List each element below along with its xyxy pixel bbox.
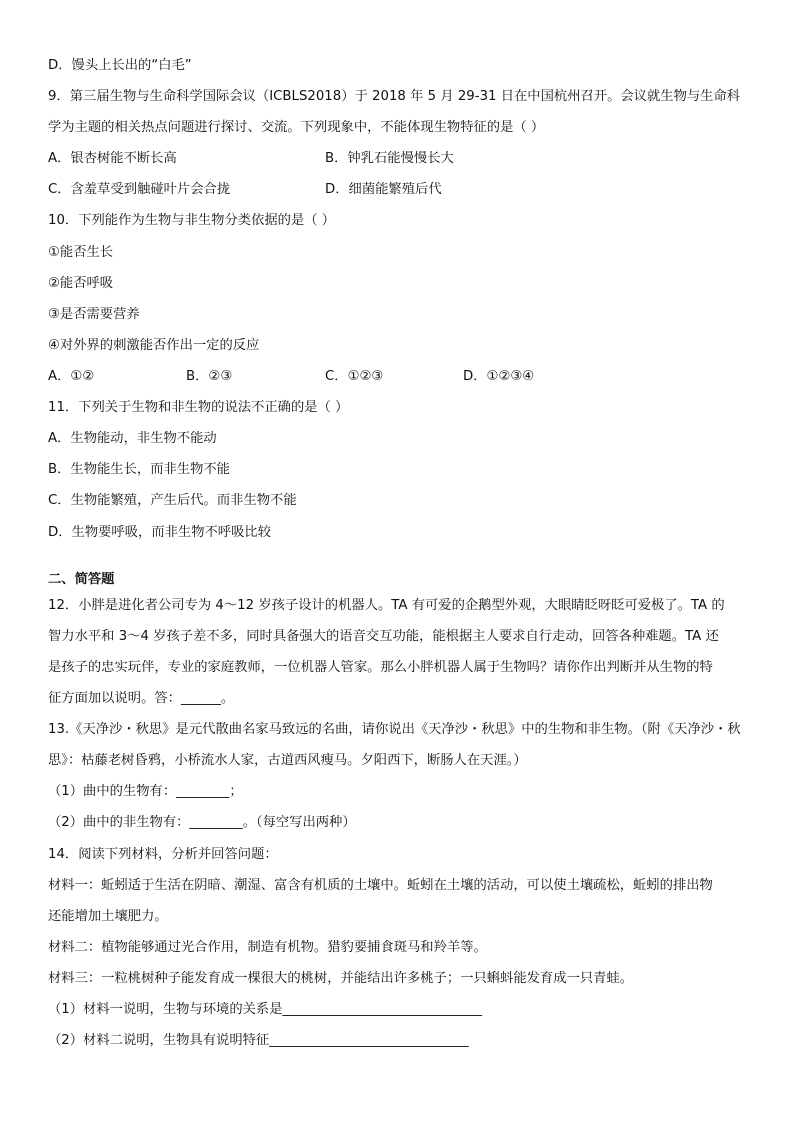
q10-item-3: ③是否需要营养 bbox=[48, 307, 140, 322]
q11-stem: 11．下列关于生物和非生物的说法不正确的是（ ） bbox=[48, 400, 349, 415]
q14-material3: 材料三：一粒桃树种子能发育成一棵很大的桃树，并能结出许多桃子；一只蝌蚪能发育成一只青蛙。 bbox=[48, 971, 634, 986]
q10-option-b: B．②③ bbox=[186, 369, 233, 384]
q12-line4: 征方面加以说明。答：______。 bbox=[48, 691, 235, 706]
q14-material1-line1: 材料一：蚯蚓适于生活在阴暗、潮湿、富含有机质的土壤中。蚯蚓在土壤的活动，可以使土壤疏松，蚯蚓的排出物 bbox=[48, 878, 713, 893]
q9-option-c: C．含羞草受到触碰叶片会合拢 bbox=[48, 182, 231, 197]
q11-option-d: D．生物要呼吸，而非生物不呼吸比较 bbox=[48, 525, 271, 540]
q14-material1-line2: 还能增加土壤肥力。 bbox=[48, 909, 168, 924]
q10-stem: 10．下列能作为生物与非生物分类依据的是（ ） bbox=[48, 213, 336, 228]
q9-stem-line1: 9．第三届生物与生命科学国际会议（ICBLS2018）于 2018 年 5 月 29-31 日在中国杭州召开。会议就生物与生命科 bbox=[48, 89, 741, 104]
q10-item-4: ④对外界的刺激能否作出一定的反应 bbox=[48, 338, 260, 353]
q10-item-1: ①能否生长 bbox=[48, 245, 114, 260]
q13-line2: 思》：枯藤老树昏鸦，小桥流水人家，古道西风瘦马。夕阳西下，断肠人在天涯。） bbox=[48, 753, 527, 768]
q12-line1: 12．小胖是进化者公司专为 4～12 岁孩子设计的机器人。TA 有可爱的企鹅型外观，大眼睛眨呀眨可爱极了。TA 的 bbox=[48, 598, 725, 613]
q11-option-c: C．生物能繁殖，产生后代。而非生物不能 bbox=[48, 493, 297, 508]
q9-option-b: B．钟乳石能慢慢长大 bbox=[325, 151, 454, 166]
q12-line2: 智力水平和 3～4 岁孩子差不多，同时具备强大的语音交互功能，能根据主人要求自行走动，回答各种难题。TA 还 bbox=[48, 629, 719, 644]
q13-sub2: （2）曲中的非生物有：________。（每空写出两种） bbox=[48, 815, 356, 830]
q11-option-a: A．生物能动，非生物不能动 bbox=[48, 431, 217, 446]
q9-option-d: D．细菌能繁殖后代 bbox=[325, 182, 442, 197]
q9-stem-line2: 学为主题的相关热点问题进行探讨、交流。下列现象中，不能体现生物特征的是（ ） bbox=[48, 120, 545, 135]
q13-sub1: （1）曲中的生物有：________； bbox=[48, 784, 243, 799]
q14-sub1: （1）材料一说明，生物与环境的关系是______________________________ bbox=[48, 1002, 482, 1017]
q10-option-c: C．①②③ bbox=[325, 369, 384, 384]
q14-stem: 14．阅读下列材料，分析并回答问题： bbox=[48, 847, 278, 862]
section-heading: 二、简答题 bbox=[48, 572, 115, 587]
q8-option-d: D．馒头上长出的“白毛” bbox=[48, 58, 192, 73]
q10-option-d: D．①②③④ bbox=[463, 369, 535, 384]
q14-sub2: （2）材料二说明，生物具有说明特征______________________________ bbox=[48, 1033, 469, 1048]
q10-item-2: ②能否呼吸 bbox=[48, 276, 114, 291]
q9-option-a: A．银杏树能不断长高 bbox=[48, 151, 177, 166]
q13-line1: 13.《天净沙・秋思》是元代散曲名家马致远的名曲，请你说出《天净沙・秋思》中的生物和非生物。（附《天净沙・秋 bbox=[48, 722, 741, 737]
q11-option-b: B．生物能生长，而非生物不能 bbox=[48, 462, 230, 477]
q14-material2: 材料二：植物能够通过光合作用，制造有机物。猎豹要捕食斑马和羚羊等。 bbox=[48, 940, 487, 955]
q10-option-a: A．①② bbox=[48, 369, 95, 384]
q12-line3: 是孩子的忠实玩伴，专业的家庭教师，一位机器人管家。那么小胖机器人属于生物吗？请你作出判断并从生物的特 bbox=[48, 660, 713, 675]
